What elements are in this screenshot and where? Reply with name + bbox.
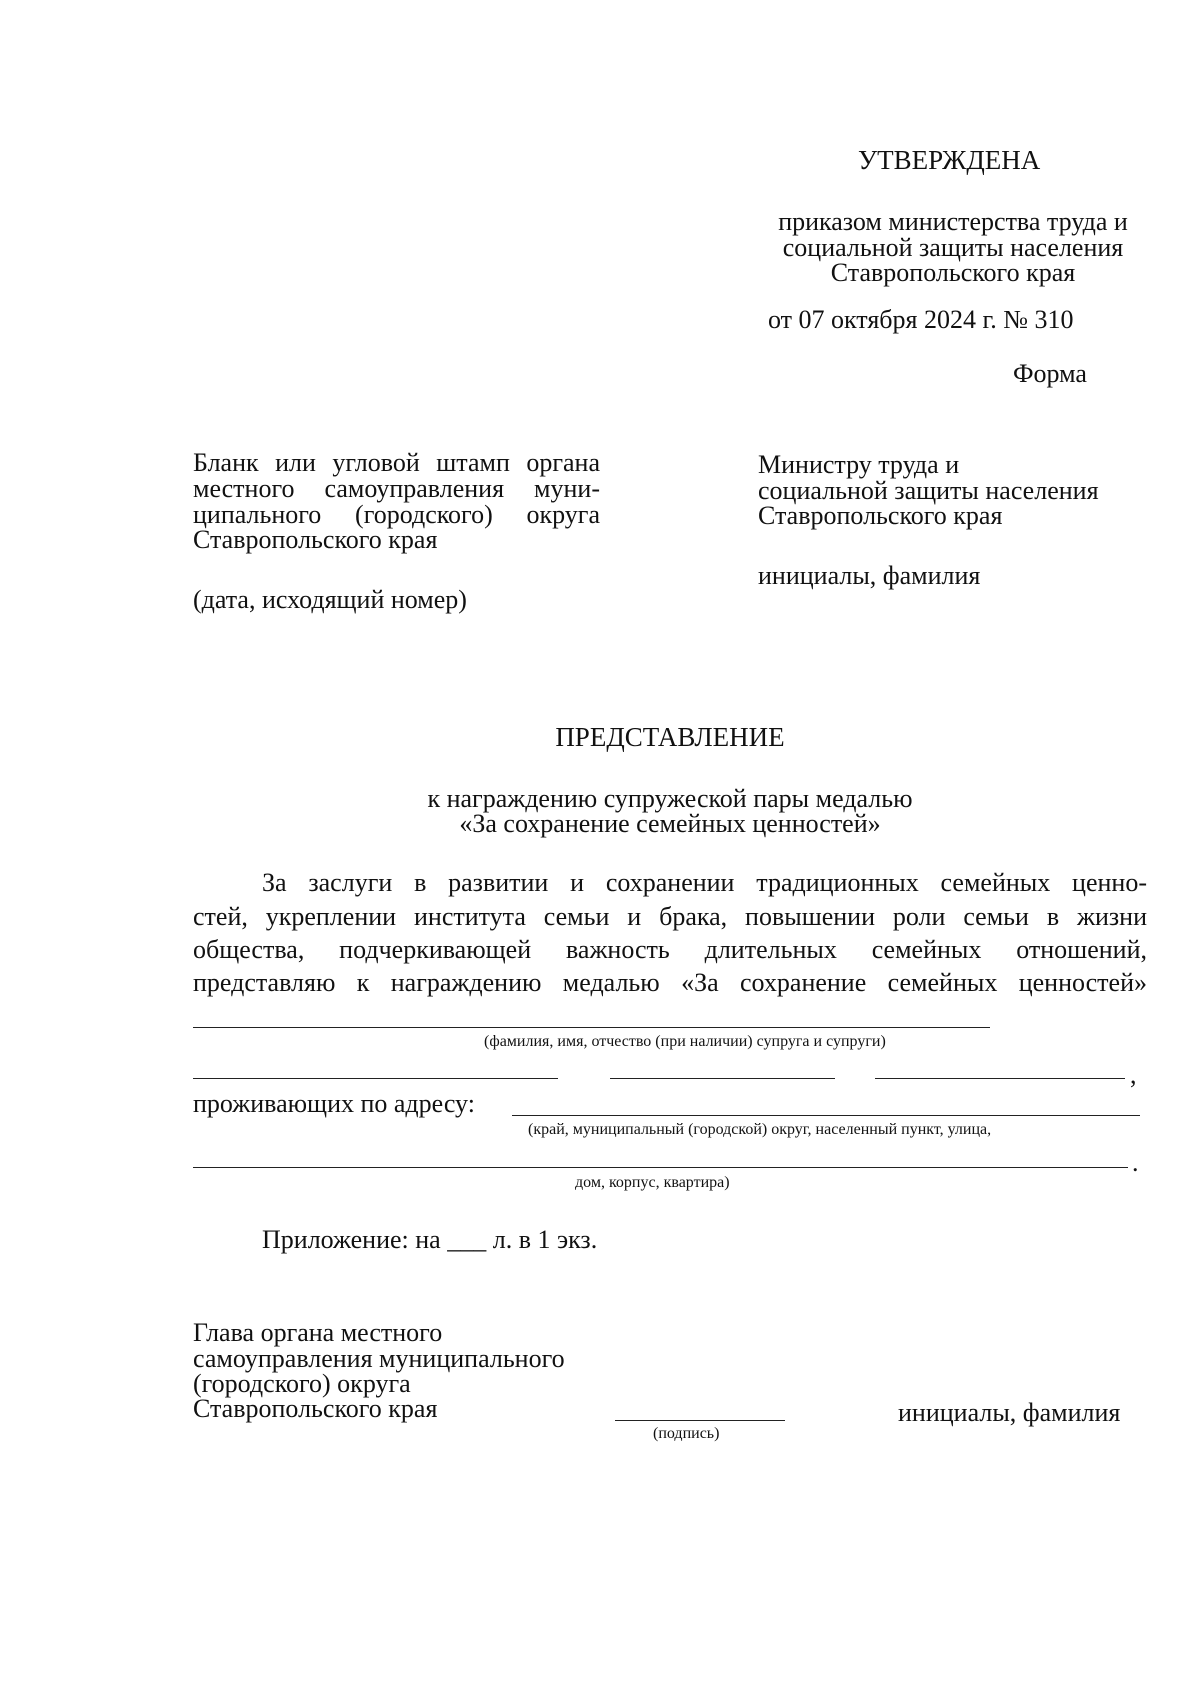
signature-caption: (подпись): [653, 1425, 720, 1442]
addressee-line-1: Министру труда и: [758, 450, 960, 479]
signature-line-3: (городского) округа: [193, 1369, 411, 1398]
signature-line-1: Глава органа местного: [193, 1318, 443, 1347]
body-line-1: За заслуги в развитии и сохранении традиционных семейных ценно-: [262, 868, 1147, 897]
document-subtitle-line-1: к награждению супружеской пары медалью: [427, 784, 913, 813]
body-line-3: общества, подчеркивающей важность длительных семейных отношений,: [193, 935, 1147, 964]
date-number-caption: (дата, исходящий номер): [193, 585, 467, 614]
addressee-initials: инициалы, фамилия: [758, 561, 981, 590]
names-fill-line-2b: [610, 1078, 835, 1079]
stamp-line-3: ципального (городского) округа: [193, 500, 600, 529]
body-line-2: стей, укреплении института семьи и брака, повышении роли семьи в жизни: [193, 902, 1147, 931]
names-fill-line-2c: [875, 1078, 1125, 1079]
approval-order-line-1: приказом министерства труда и: [778, 207, 1128, 236]
period-mark: .: [1132, 1148, 1139, 1177]
attachment-line: Приложение: на ___ л. в 1 экз.: [262, 1225, 598, 1254]
comma-mark: ,: [1130, 1060, 1137, 1089]
addressee-line-2: социальной защиты населения: [758, 476, 1099, 505]
approval-order-date: от 07 октября 2024 г. № 310: [768, 305, 1074, 334]
signature-line-2: самоуправления муниципального: [193, 1344, 565, 1373]
approval-order-line-3: Ставропольского края: [830, 258, 1076, 287]
signature-initials: инициалы, фамилия: [898, 1398, 1121, 1427]
approval-order-line-2: социальной защиты населения: [782, 233, 1124, 262]
signature-fill-line[interactable]: [615, 1420, 785, 1421]
names-fill-line-2[interactable]: [193, 1078, 558, 1079]
stamp-line-1: Бланк или угловой штамп органа: [193, 448, 600, 477]
stamp-line-4: Ставропольского края: [193, 525, 438, 554]
names-caption: (фамилия, имя, отчество (при наличии) супруга и супруги): [484, 1033, 886, 1050]
stamp-line-2: местного самоуправления муни-: [193, 474, 600, 503]
body-line-4: представляю к награждению медалью «За сохранение семейных ценностей»: [193, 968, 1147, 997]
address-fill-line-2[interactable]: [193, 1167, 1128, 1168]
document-title: ПРЕДСТАВЛЕНИЕ: [555, 722, 785, 752]
signature-line-4: Ставропольского края: [193, 1394, 438, 1423]
document-subtitle-line-2: «За сохранение семейных ценностей»: [459, 809, 881, 838]
address-fill-line[interactable]: [512, 1115, 1140, 1116]
names-fill-line[interactable]: [193, 1027, 990, 1028]
form-label: Форма: [1013, 359, 1087, 388]
address-caption-2: дом, корпус, квартира): [575, 1174, 730, 1191]
addressee-line-3: Ставропольского края: [758, 501, 1003, 530]
approval-title: УТВЕРЖДЕНА: [858, 145, 1041, 175]
address-caption-1: (край, муниципальный (городской) округ, населенный пункт, улица,: [528, 1121, 992, 1138]
address-label: проживающих по адресу:: [193, 1089, 475, 1118]
